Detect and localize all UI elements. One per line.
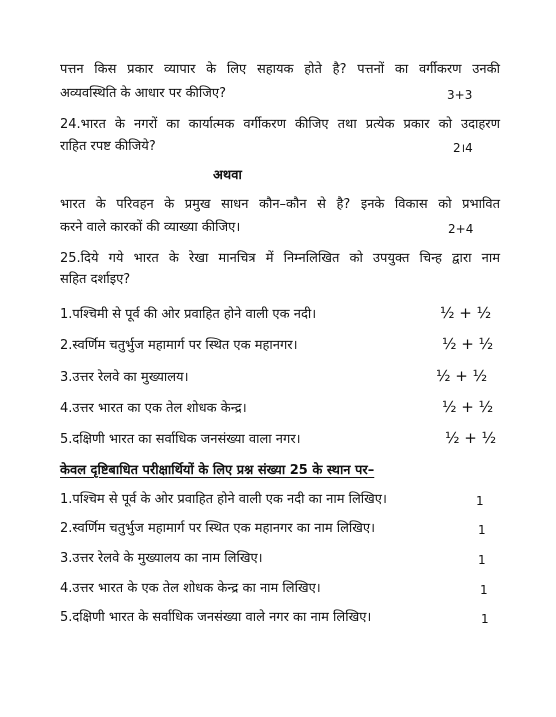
vi-item-4: 4.उत्तर भारत के एक तेल शोधक केन्द्र का नाम लिखिए। [60,581,321,596]
q25-item-4-marks: ½ + ½ [442,398,494,416]
vi-item-4-marks: 1 [480,583,488,597]
vi-section-heading: केवल दृष्टिबाधित परीक्षार्थियों के लिए प्रश्न संख्या 25 के स्थान पर– [60,463,375,478]
q25-item-3: 3.उत्तर रेलवे का मुख्यालय। [60,370,189,385]
q24-line-2: राहित रपष्ट कीजिये? [60,139,156,154]
q25-line-2: सहित दर्शाइए? [60,272,131,287]
q25-item-1: 1.पश्चिमी से पूर्व की ओर प्रवाहित होने वाली एक नदी। [60,307,317,322]
vi-item-3: 3.उत्तर रेलवे के मुख्यालय का नाम लिखिए। [60,551,263,566]
vi-item-5: 5.दक्षिणी भारत के सर्वाधिक जनसंख्या वाले नगर का नाम लिखिए। [60,610,372,625]
q24-alt-marks: 2+4 [448,222,474,236]
q23-line-1: पत्तन किस प्रकार व्यापार के लिए सहायक होते है? पत्तनों का वर्गीकरण उनकी [60,62,500,77]
q23-marks: 3+3 [447,88,473,102]
q25-line-1: 25.दिये गये भारत के रेखा मानचित्र में निम्नलिखित को उपयुक्त चिन्ह द्वारा नाम [60,251,500,266]
q24-alt-line-1: भारत के परिवहन के प्रमुख साधन कौन–कौन से है? इनके विकास को प्रभावित [60,197,500,212]
q23-line-2: अव्यवस्थिति के आधार पर कीजिए? [60,86,227,101]
q25-item-1-marks: ½ + ½ [440,304,492,322]
q25-item-2-marks: ½ + ½ [442,335,494,353]
vi-item-1: 1.पश्चिम से पूर्व के ओर प्रवाहित होने वाली एक नदी का नाम लिखिए। [60,492,387,507]
vi-item-2-marks: 1 [478,523,486,537]
q25-item-3-marks: ½ + ½ [436,367,488,385]
q25-item-5-marks: ½ + ½ [445,429,497,447]
q24-line-1: 24.भारत के नगरों का कार्यात्मक वर्गीकरण कीजिए तथा प्रत्येक प्रकार को उदाहरण [60,117,500,132]
or-label: अथवा [213,168,242,183]
vi-item-1-marks: 1 [476,494,484,508]
vi-item-3-marks: 1 [478,553,486,567]
vi-item-2: 2.स्वर्णिम चतुर्भुज महामार्ग पर स्थित एक महानगर का नाम लिखिए। [60,521,376,536]
q25-item-2: 2.स्वर्णिम चतुर्भुज महामार्ग पर स्थित एक महानगर। [60,338,298,353]
vi-item-5-marks: 1 [481,612,489,626]
q24-marks: 2।4 [453,141,473,155]
q24-alt-line-2: करने वाले कारकों की व्याख्या कीजिए। [60,220,241,235]
q25-item-4: 4.उत्तर भारत का एक तेल शोधक केन्द्र। [60,401,247,416]
q25-item-5: 5.दक्षिणी भारत का सर्वाधिक जनसंख्या वाला नगर। [60,432,301,447]
